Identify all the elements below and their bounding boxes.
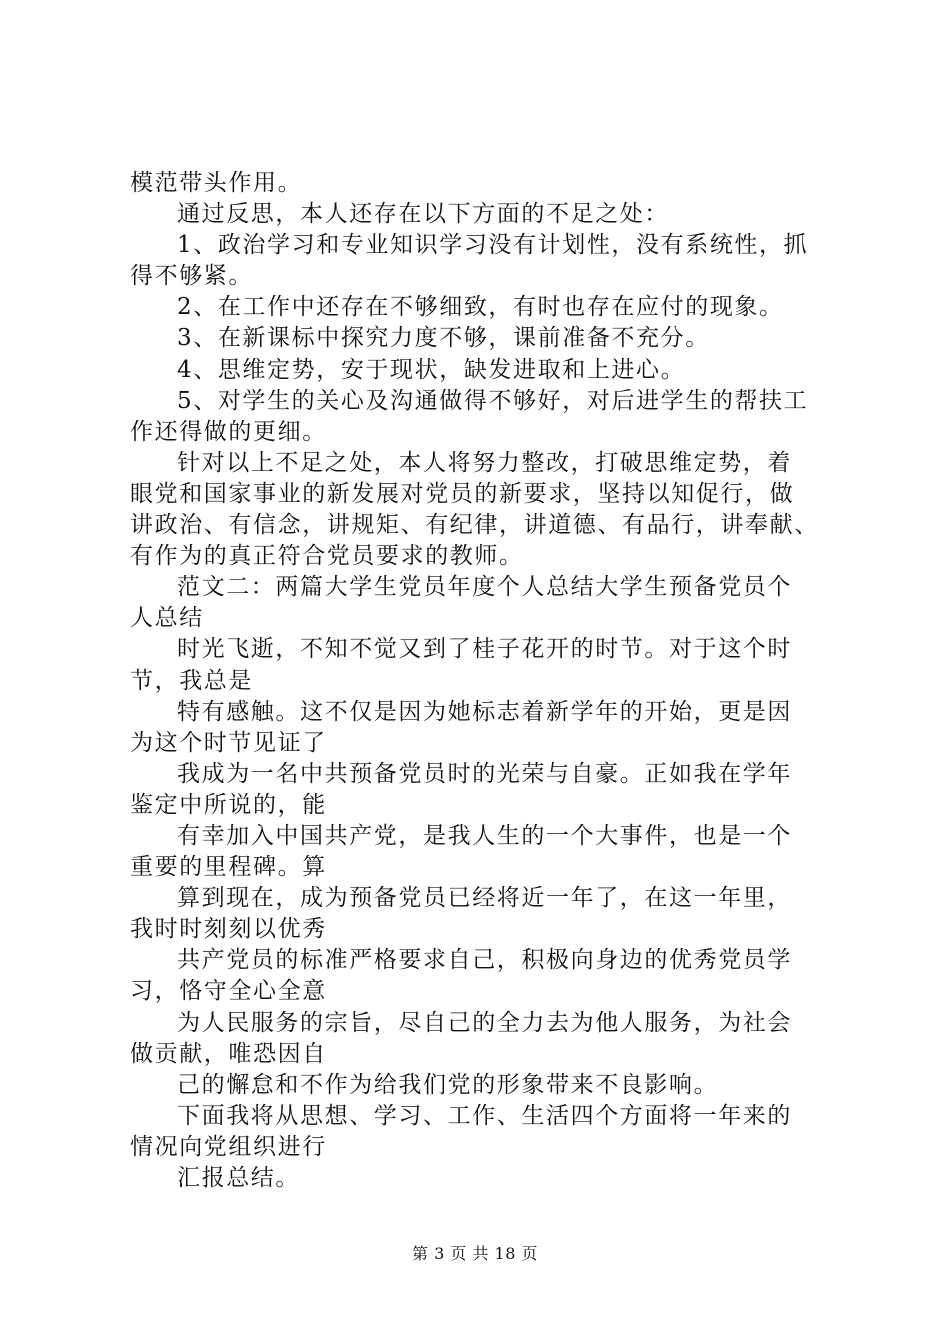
text-line: 下面我将从思想、学习、工作、生活四个方面将一年来的 (177, 1102, 792, 1129)
text-line: 3、在新课标中探究力度不够，课前准备不充分。 (177, 325, 710, 352)
text-line: 共产党员的标准严格要求自己，积极向身边的优秀党员学 (177, 947, 792, 974)
text-line: 1、政治学习和专业知识学习没有计划性，没有系统性，抓 (177, 232, 809, 259)
text-line: 情况向党组织进行 (130, 1133, 327, 1160)
text-line: 我时时刻刻以优秀 (130, 916, 327, 943)
text-line: 做贡献，唯恐因自 (130, 1040, 327, 1067)
text-line: 2、在工作中还存在不够细致，有时也存在应付的现象。 (177, 294, 784, 321)
text-line: 讲政治、有信念，讲规矩、有纪律，讲道德、有品行，讲奉献、 (130, 512, 819, 539)
text-line: 作还得做的更细。 (130, 418, 327, 445)
text-line: 鉴定中所说的，能 (130, 791, 327, 818)
text-line: 有幸加入中国共产党，是我人生的一个大事件，也是一个 (177, 822, 792, 849)
text-line: 重要的里程碑。算 (130, 854, 327, 881)
text-line: 范文二：两篇大学生党员年度个人总结大学生预备党员个 (177, 574, 792, 601)
text-line: 习，恪守全心全意 (130, 978, 327, 1005)
text-line: 5、对学生的关心及沟通做得不够好，对后进学生的帮扶工 (177, 387, 809, 414)
text-line: 4、思维定势，安于现状，缺发进取和上进心。 (177, 356, 686, 383)
text-line: 为这个时节见证了 (130, 729, 327, 756)
text-line: 汇报总结。 (177, 1165, 300, 1191)
text-line: 眼党和国家事业的新发展对党员的新要求，坚持以知促行，做 (130, 480, 795, 507)
document-body (130, 168, 830, 1194)
text-line: 得不够紧。 (130, 263, 253, 290)
text-line: 通过反思，本人还存在以下方面的不足之处： (177, 201, 669, 228)
text-line: 有作为的真正符合党员要求的教师。 (130, 543, 524, 570)
text-line: 节，我总是 (130, 667, 253, 694)
text-line: 模范带头作用。 (130, 170, 303, 196)
text-line: 为人民服务的宗旨，尽自己的全力去为他人服务，为社会 (177, 1009, 792, 1036)
page-footer: 第 3 页 共 18 页 (412, 1244, 538, 1263)
text-line: 针对以上不足之处，本人将努力整改，打破思维定势，着 (177, 449, 792, 476)
text-line: 我成为一名中共预备党员时的光荣与自豪。正如我在学年 (177, 760, 792, 787)
text-line: 算到现在，成为预备党员已经将近一年了，在这一年里， (177, 885, 792, 912)
text-line: 时光飞逝，不知不觉又到了桂子花开的时节。对于这个时 (177, 636, 792, 663)
text-line: 人总结 (130, 605, 204, 632)
text-line: 己的懈怠和不作为给我们党的形象带来不良影响。 (177, 1071, 719, 1098)
text-line: 特有感触。这不仅是因为她标志着新学年的开始，更是因 (177, 698, 792, 725)
